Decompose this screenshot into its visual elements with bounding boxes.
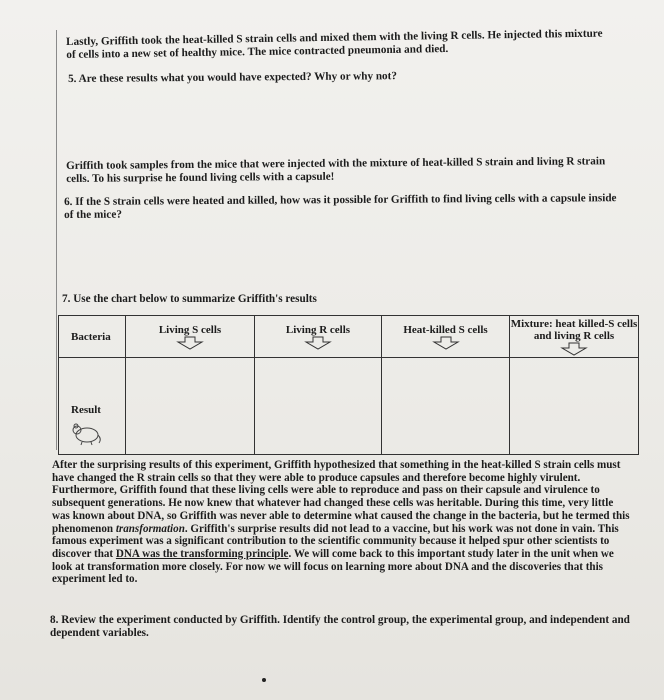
- down-arrow-icon: [431, 336, 461, 350]
- column-heat-killed-s: [382, 316, 510, 358]
- column-mixture: [510, 316, 639, 358]
- column-label: Living R cells: [285, 323, 351, 336]
- term-transformation: transformation: [115, 522, 185, 535]
- results-table: [58, 315, 639, 455]
- question-7: 7. Use the chart below to summarize Griffith's results: [62, 293, 317, 305]
- table-result-row: [59, 358, 639, 455]
- result-heat-killed-s-cell[interactable]: [382, 358, 510, 455]
- result-mixture-cell[interactable]: [510, 358, 639, 455]
- column-living-s: [126, 316, 255, 358]
- paragraph-samples: Griffith took samples from the mice that were injected with the mixture of heat-killed S strain and living R strain cells. To his surprise he found living cells with a capsule!: [66, 155, 606, 185]
- hypothesis-text-part-3: . We will come back to this important study later in the unit when we look at transformation more closely. For now we will focus on learning more about DNA and the discoveries that this experiment led to.: [52, 547, 614, 586]
- ink-dot: [262, 678, 266, 682]
- mouse-icon: [69, 420, 103, 446]
- margin-rule: [56, 30, 57, 450]
- question-8: 8. Review the experiment conducted by Griffith. Identify the control group, the experimental group, and independent and dependent variables.: [50, 614, 630, 639]
- bacteria-header: Bacteria: [59, 316, 126, 358]
- table-header-row: [59, 316, 639, 358]
- result-living-s-cell[interactable]: [126, 358, 255, 455]
- down-arrow-icon: [175, 336, 205, 350]
- question-5: 5. Are these results what you would have expected? Why or why not?: [68, 70, 397, 85]
- column-living-r: [255, 316, 382, 358]
- paragraph-mixture: Lastly, Griffith took the heat-killed S strain cells and mixed them with the living R cells. He injected this mixture of cells into a new set of healthy mice. The mice contracted pneumonia and died.: [66, 27, 603, 61]
- column-label: Heat-killed S cells: [403, 323, 488, 336]
- result-header: [59, 358, 126, 455]
- dna-transforming-principle: DNA was the transforming principle: [115, 547, 289, 560]
- column-label: Mixture: heat killed-S cells and living R cells: [510, 317, 638, 342]
- paragraph-hypothesis: [52, 459, 632, 586]
- result-label: Result: [71, 404, 101, 416]
- down-arrow-icon: [303, 336, 333, 350]
- hypothesis-text-part-2: . Griffith's surprise results did not lead to a vaccine, but his work was not done in vain. This famous experiment was a significant contribution to the scientific community because it helped spur other scientists to discover that: [52, 522, 619, 560]
- question-6: 6. If the S strain cells were heated and killed, how was it possible for Griffith to find living cells with a capsule inside of the mice?: [64, 192, 617, 221]
- column-label: Living S cells: [158, 323, 222, 336]
- result-living-r-cell[interactable]: [255, 358, 382, 455]
- hypothesis-text-part-1: After the surprising results of this experiment, Griffith hypothesized that something in the heat-killed S strain cells must have changed the R strain cells so that they were able to produce capsules and therefore become highly virulent. Furthermore, Griffith found that these living cells were able to reproduce and pass on their capsule and virulence to subsequent generations. He now knew that whatever had changed these cells was heritable. During this time, very little was known about DNA, so Griffith was never able to determine what caused the change in the bacteria, but he termed this phenomenon: [52, 459, 630, 535]
- down-arrow-icon: [559, 342, 589, 356]
